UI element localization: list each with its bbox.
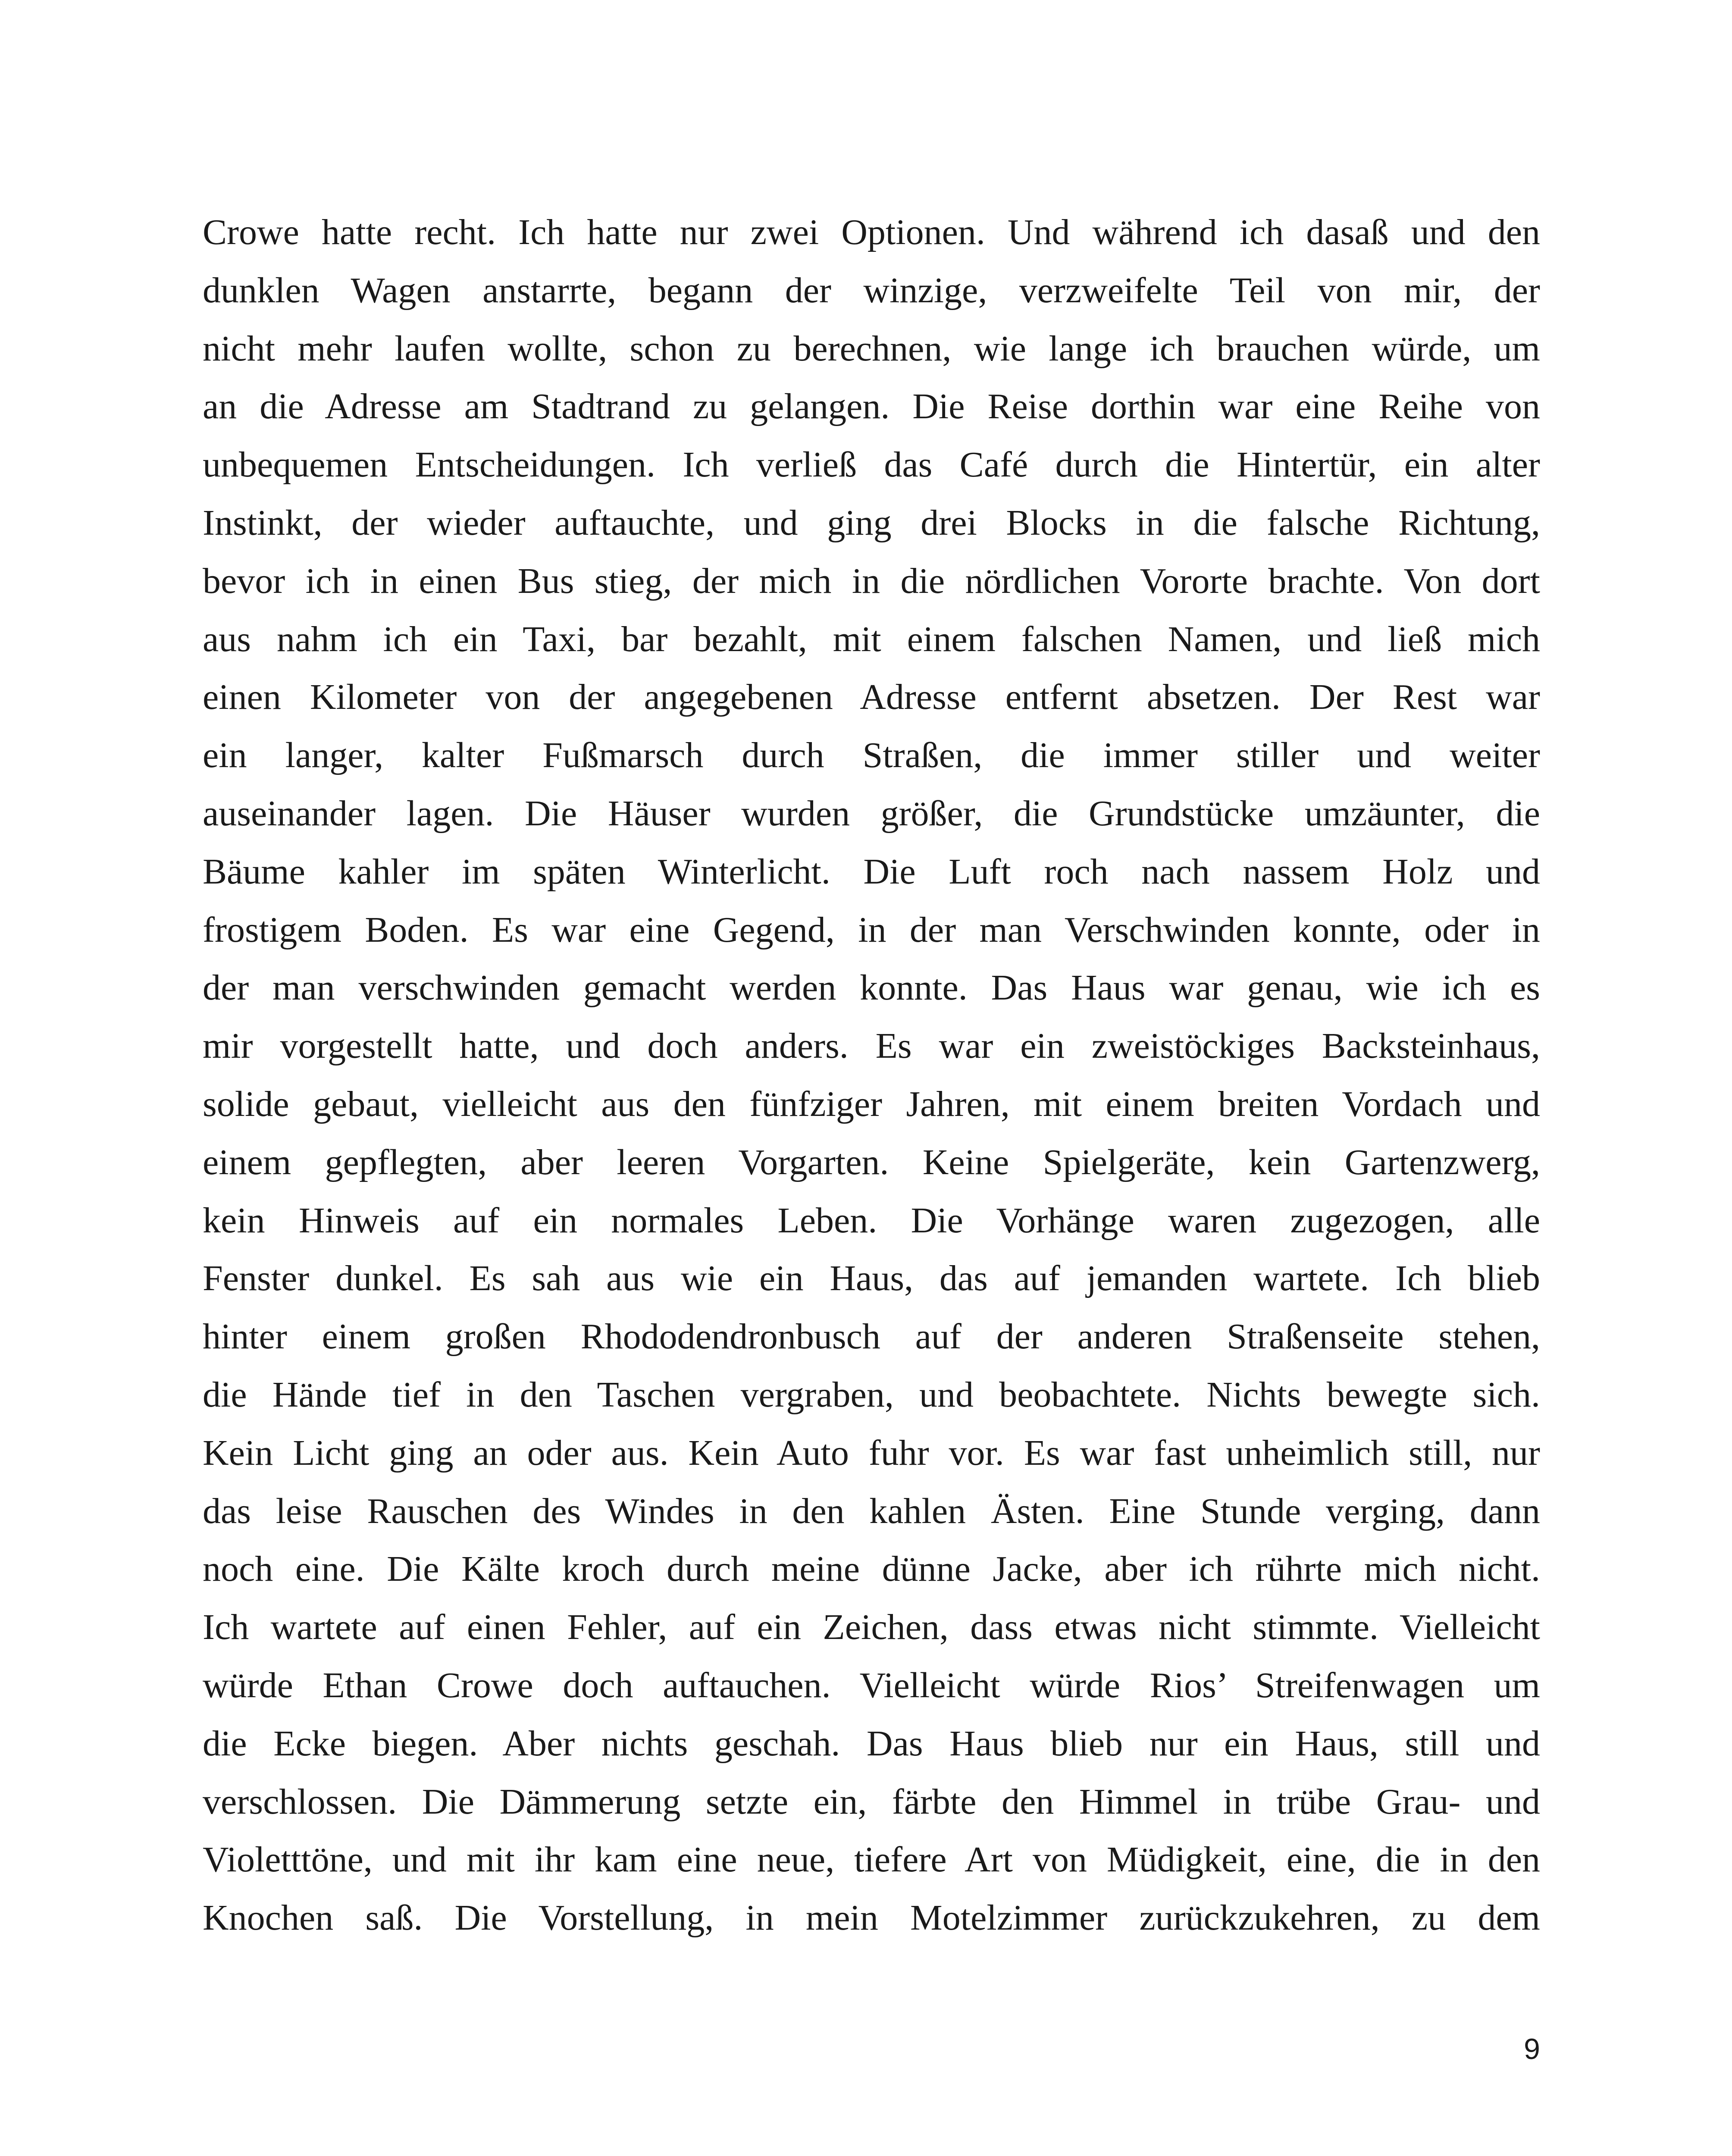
page-number: 9 <box>1524 2033 1540 2065</box>
text-line: an die Adresse am Stadtrand zu gelangen. Die Reise dorthin war eine Reihe von <box>203 386 1540 427</box>
text-line: Knochen saß. Die Vorstellung, in mein Motelzimmer zurückzukehren, zu dem <box>203 1898 1540 1938</box>
text-line: aus nahm ich ein Taxi, bar bezahlt, mit einem falschen Namen, und ließ mich <box>203 619 1540 659</box>
text-line: auseinander lagen. Die Häuser wurden größer, die Grundstücke umzäunter, die <box>203 793 1540 834</box>
text-line: einem gepflegten, aber leeren Vorgarten. Keine Spielgeräte, kein Gartenzwerg, <box>203 1142 1540 1182</box>
text-line: bevor ich in einen Bus stieg, der mich in die nördlichen Vororte brachte. Von dort <box>203 561 1540 601</box>
text-line: frostigem Boden. Es war eine Gegend, in der man Verschwinden konnte, oder in <box>203 909 1540 950</box>
text-line: der man verschwinden gemacht werden konnte. Das Haus war genau, wie ich es <box>203 968 1540 1008</box>
text-line: das leise Rauschen des Windes in den kahlen Ästen. Eine Stunde verging, dann <box>203 1491 1540 1531</box>
text-line: Crowe hatte recht. Ich hatte nur zwei Optionen. Und während ich dasaß und den <box>203 212 1540 252</box>
text-line: noch eine. Die Kälte kroch durch meine dünne Jacke, aber ich rührte mich nicht. <box>203 1549 1540 1589</box>
text-line: Instinkt, der wieder auftauchte, und ging drei Blocks in die falsche Richtung, <box>203 502 1540 543</box>
text-line: unbequemen Entscheidungen. Ich verließ das Café durch die Hintertür, ein alter <box>203 445 1540 485</box>
text-line: Ich wartete auf einen Fehler, auf ein Zeichen, dass etwas nicht stimmte. Vielleicht <box>203 1607 1540 1648</box>
text-line: würde Ethan Crowe doch auftauchen. Vielleicht würde Rios’ Streifenwagen um <box>203 1665 1540 1705</box>
text-line: nicht mehr laufen wollte, schon zu berechnen, wie lange ich brauchen würde, um <box>203 328 1540 369</box>
text-line: die Hände tief in den Taschen vergraben, und beobachtete. Nichts bewegte sich. <box>203 1374 1540 1415</box>
text-line: solide gebaut, vielleicht aus den fünfziger Jahren, mit einem breiten Vordach und <box>203 1084 1540 1124</box>
body-text <box>203 204 1540 1947</box>
text-line: ein langer, kalter Fußmarsch durch Straßen, die immer stiller und weiter <box>203 735 1540 776</box>
text-line: Fenster dunkel. Es sah aus wie ein Haus, das auf jemanden wartete. Ich blieb <box>203 1258 1540 1299</box>
text-line: mir vorgestellt hatte, und doch anders. Es war ein zweistöckiges Backsteinhaus, <box>203 1026 1540 1066</box>
text-line: Violetttöne, und mit ihr kam eine neue, tiefere Art von Müdigkeit, eine, die in den <box>203 1839 1540 1880</box>
text-line: Bäume kahler im späten Winterlicht. Die Luft roch nach nassem Holz und <box>203 851 1540 892</box>
text-line: verschlossen. Die Dämmerung setzte ein, färbte den Himmel in trübe Grau- und <box>203 1781 1540 1822</box>
text-line: einen Kilometer von der angegebenen Adresse entfernt absetzen. Der Rest war <box>203 677 1540 718</box>
text-line: dunklen Wagen anstarrte, begann der winzige, verzweifelte Teil von mir, der <box>203 270 1540 310</box>
text-line: die Ecke biegen. Aber nichts geschah. Das Haus blieb nur ein Haus, still und <box>203 1723 1540 1764</box>
text-line: Kein Licht ging an oder aus. Kein Auto fuhr vor. Es war fast unheimlich still, nur <box>203 1432 1540 1473</box>
text-line: hinter einem großen Rhododendronbusch auf der anderen Straßenseite stehen, <box>203 1316 1540 1357</box>
text-line: kein Hinweis auf ein normales Leben. Die Vorhänge waren zugezogen, alle <box>203 1200 1540 1241</box>
